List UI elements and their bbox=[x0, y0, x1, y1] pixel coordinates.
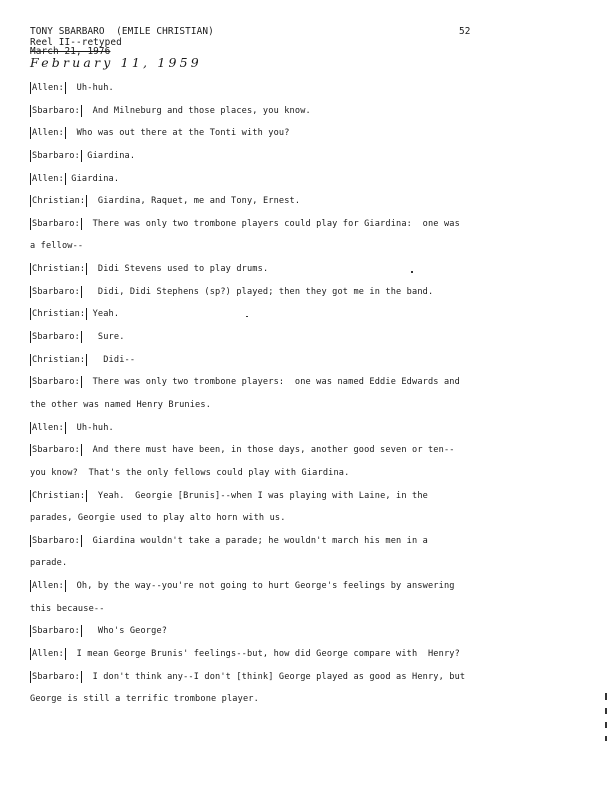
line-text: Uh-huh. bbox=[65, 422, 114, 433]
transcript-line bbox=[30, 490, 500, 513]
transcript-line bbox=[30, 580, 500, 603]
line-text: the other was named Henry Brunies. bbox=[30, 399, 212, 410]
transcript-line bbox=[30, 512, 500, 535]
speaker-label: Sbarbaro: bbox=[32, 218, 80, 229]
transcript-line bbox=[30, 671, 500, 694]
line-text: you know? That's the only fellows could play with Giardina. bbox=[30, 467, 350, 478]
transcript-line bbox=[30, 105, 500, 128]
speaker-label: Christian: bbox=[32, 309, 86, 320]
line-text: this because-- bbox=[30, 603, 105, 614]
transcript-body bbox=[30, 82, 500, 716]
transcript-line bbox=[30, 308, 500, 331]
line-text: There was only two trombone players could play for Giardina: one was bbox=[81, 218, 460, 229]
speaker-label: Christian: bbox=[32, 196, 86, 207]
line-text: Giardina, Raquet, me and Tony, Ernest. bbox=[87, 196, 301, 207]
transcript-line bbox=[30, 467, 500, 490]
line-text: And there must have been, in those days, another good seven or ten-- bbox=[81, 445, 455, 456]
page-number: 52 bbox=[459, 26, 471, 37]
speaker-label: Christian: bbox=[32, 354, 86, 365]
line-text: George is still a terrific trombone player. bbox=[30, 694, 259, 705]
scan-speck bbox=[246, 316, 248, 317]
speaker-label: Christian: bbox=[32, 490, 86, 501]
transcript-line bbox=[30, 648, 500, 671]
line-text: Giardina wouldn't take a parade; he wouldn't march his men in a bbox=[81, 535, 428, 546]
speaker-label: Sbarbaro: bbox=[32, 105, 80, 116]
speaker-label: Sbarbaro: bbox=[32, 286, 80, 297]
transcript-line bbox=[30, 173, 500, 196]
scan-speck bbox=[411, 271, 413, 273]
transcript-line bbox=[30, 444, 500, 467]
speaker-label: Sbarbaro: bbox=[32, 445, 80, 456]
speaker-label: Sbarbaro: bbox=[32, 377, 80, 388]
transcript-line bbox=[30, 127, 500, 150]
line-text: There was only two trombone players: one was named Eddie Edwards and bbox=[81, 377, 460, 388]
line-text: And Milneburg and those places, you know. bbox=[81, 105, 311, 116]
transcript-line bbox=[30, 399, 500, 422]
transcript-line bbox=[30, 625, 500, 648]
speaker-label: Allen: bbox=[32, 649, 64, 660]
speaker-label: Sbarbaro: bbox=[32, 671, 80, 682]
transcript-line bbox=[30, 263, 500, 286]
line-text: Giardina. bbox=[65, 173, 120, 184]
speaker-label: Sbarbaro: bbox=[32, 332, 80, 343]
speaker-label: Allen: bbox=[32, 422, 64, 433]
transcript-line bbox=[30, 331, 500, 354]
line-text: parade. bbox=[30, 558, 68, 569]
speaker-label: Sbarbaro: bbox=[32, 535, 80, 546]
header-title: TONY SBARBARO (EMILE CHRISTIAN) bbox=[30, 26, 214, 37]
transcript-line bbox=[30, 603, 500, 626]
speaker-label: Allen: bbox=[32, 581, 64, 592]
speaker-label: Sbarbaro: bbox=[32, 150, 80, 161]
handwritten-date: February 11, 1959 bbox=[30, 55, 202, 70]
line-text: parades, Georgie used to play alto horn with us. bbox=[30, 513, 286, 524]
transcript-line bbox=[30, 218, 500, 241]
transcript-line bbox=[30, 535, 500, 558]
transcript-line bbox=[30, 422, 500, 445]
scan-edge-mark bbox=[605, 708, 607, 714]
scan-edge-mark bbox=[605, 722, 607, 728]
transcript-line bbox=[30, 150, 500, 173]
transcript-line bbox=[30, 82, 500, 105]
line-text: Didi Stevens used to play drums. bbox=[87, 264, 269, 275]
transcript-line bbox=[30, 693, 500, 716]
speaker-label: Allen: bbox=[32, 128, 64, 139]
line-text: Didi, Didi Stephens (sp?) played; then they got me in the band. bbox=[81, 286, 434, 297]
line-text: Yeah. bbox=[87, 309, 120, 320]
speaker-label: Allen: bbox=[32, 173, 64, 184]
speaker-label: Allen: bbox=[32, 83, 64, 93]
transcript-line bbox=[30, 195, 500, 218]
line-text: I don't think any--I don't [think] George played as good as Henry, but bbox=[81, 671, 466, 682]
line-text: Who was out there at the Tonti with you? bbox=[65, 128, 290, 139]
speaker-label: Sbarbaro: bbox=[32, 626, 80, 637]
line-text: a fellow-- bbox=[30, 241, 84, 252]
line-text: Oh, by the way--you're not going to hurt George's feelings by answering bbox=[65, 581, 455, 592]
line-text: I mean George Brunis' feelings--but, how did George compare with Henry? bbox=[65, 649, 460, 660]
line-text: Uh-huh. bbox=[65, 83, 114, 93]
scan-edge-mark bbox=[605, 693, 607, 700]
reel-label: Reel II--retyped bbox=[30, 37, 122, 48]
speaker-label: Christian: bbox=[32, 264, 86, 275]
transcript-line bbox=[30, 376, 500, 399]
transcript-line bbox=[30, 557, 500, 580]
struck-date: March 21, 1976 bbox=[30, 46, 111, 57]
line-text: Yeah. Georgie [Brunis]--when I was playing with Laine, in the bbox=[87, 490, 428, 501]
line-text: Didi-- bbox=[87, 354, 136, 365]
line-text: Who's George? bbox=[81, 626, 168, 637]
transcript-line bbox=[30, 354, 500, 377]
transcript-line bbox=[30, 286, 500, 309]
line-text: Giardina. bbox=[81, 150, 136, 161]
scan-edge-mark bbox=[605, 736, 607, 741]
transcript-line bbox=[30, 240, 500, 263]
line-text: Sure. bbox=[81, 332, 125, 343]
